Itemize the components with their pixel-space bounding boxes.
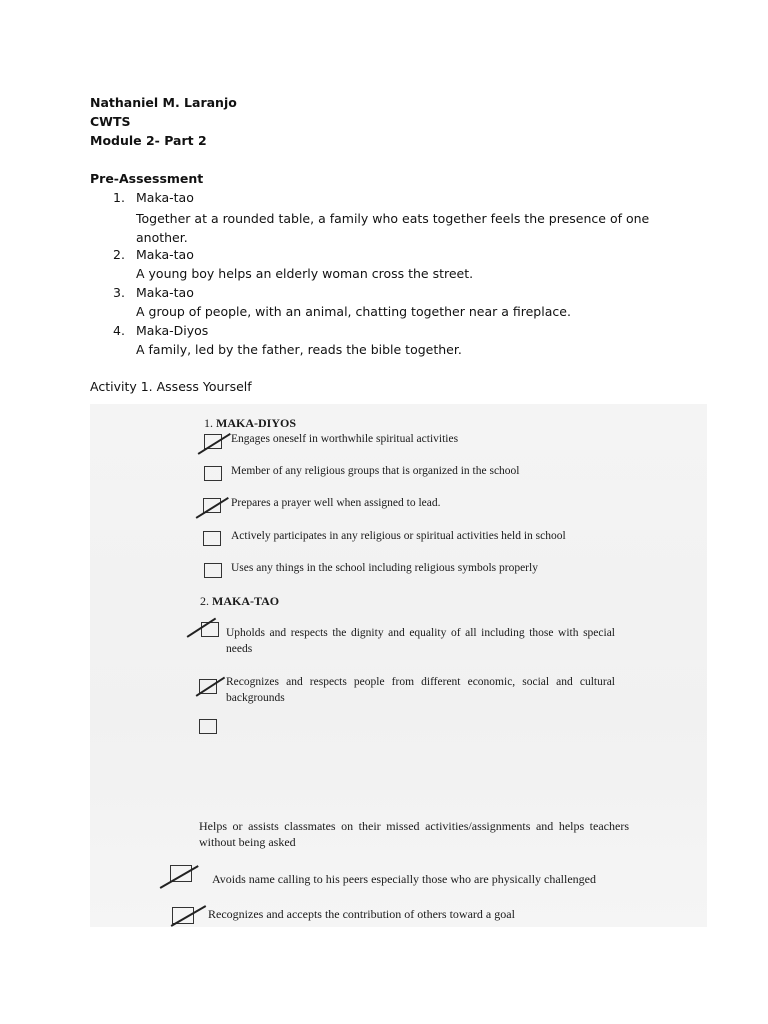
item-answer: Maka-tao bbox=[136, 285, 194, 300]
checkbox[interactable] bbox=[199, 719, 217, 734]
section-title: MAKA-DIYOS bbox=[216, 416, 296, 430]
item-description: A group of people, with an animal, chatting together near a fireplace. bbox=[136, 304, 571, 319]
item-answer: Maka-tao bbox=[136, 247, 194, 262]
pre-assessment-title: Pre-Assessment bbox=[90, 171, 204, 186]
section-number: 1. bbox=[204, 416, 213, 430]
section-title: MAKA-TAO bbox=[212, 594, 280, 608]
section-number: 2. bbox=[200, 594, 209, 608]
activity-title: Activity 1. Assess Yourself bbox=[90, 379, 252, 394]
checkbox[interactable] bbox=[204, 563, 222, 578]
item-text: Recognizes and accepts the contribution of others toward a goal bbox=[208, 907, 515, 921]
item-answer: Maka-tao bbox=[136, 190, 194, 205]
item-description: Together at a rounded table, a family who eats together feels the presence of one another. bbox=[136, 211, 650, 245]
item-text: Member of any religious groups that is organized in the school bbox=[231, 465, 520, 477]
section-heading-maka-tao bbox=[200, 594, 279, 609]
item-number: 4. bbox=[113, 323, 125, 338]
item-text: Avoids name calling to his peers especially those who are physically challenged bbox=[212, 872, 596, 886]
item-text: Engages oneself in worthwhile spiritual activities bbox=[231, 433, 459, 445]
course-label: CWTS bbox=[90, 114, 131, 129]
item-description: A family, led by the father, reads the bible together. bbox=[136, 342, 462, 357]
checkbox[interactable] bbox=[204, 466, 222, 481]
item-text: Upholds and respects the dignity and equality of all including those with special needs bbox=[226, 627, 615, 655]
item-text: Helps or assists classmates on their missed activities/assignments and helps teachers without being asked bbox=[199, 819, 629, 849]
student-name: Nathaniel M. Laranjo bbox=[90, 95, 237, 110]
checkbox[interactable] bbox=[203, 531, 221, 546]
section-heading-maka-diyos bbox=[204, 416, 296, 431]
item-description: A young boy helps an elderly woman cross the street. bbox=[136, 266, 474, 281]
item-text: Recognizes and respects people from different economic, social and cultural backgrounds bbox=[226, 676, 615, 704]
item-number: 1. bbox=[113, 190, 125, 205]
item-text: Actively participates in any religious or spiritual activities held in school bbox=[231, 530, 566, 542]
item-text: Prepares a prayer well when assigned to lead. bbox=[231, 497, 441, 509]
module-label: Module 2- Part 2 bbox=[90, 133, 207, 148]
item-text: Uses any things in the school including religious symbols properly bbox=[231, 562, 538, 574]
item-answer: Maka-Diyos bbox=[136, 323, 209, 338]
item-number: 2. bbox=[113, 247, 125, 262]
item-number: 3. bbox=[113, 285, 125, 300]
